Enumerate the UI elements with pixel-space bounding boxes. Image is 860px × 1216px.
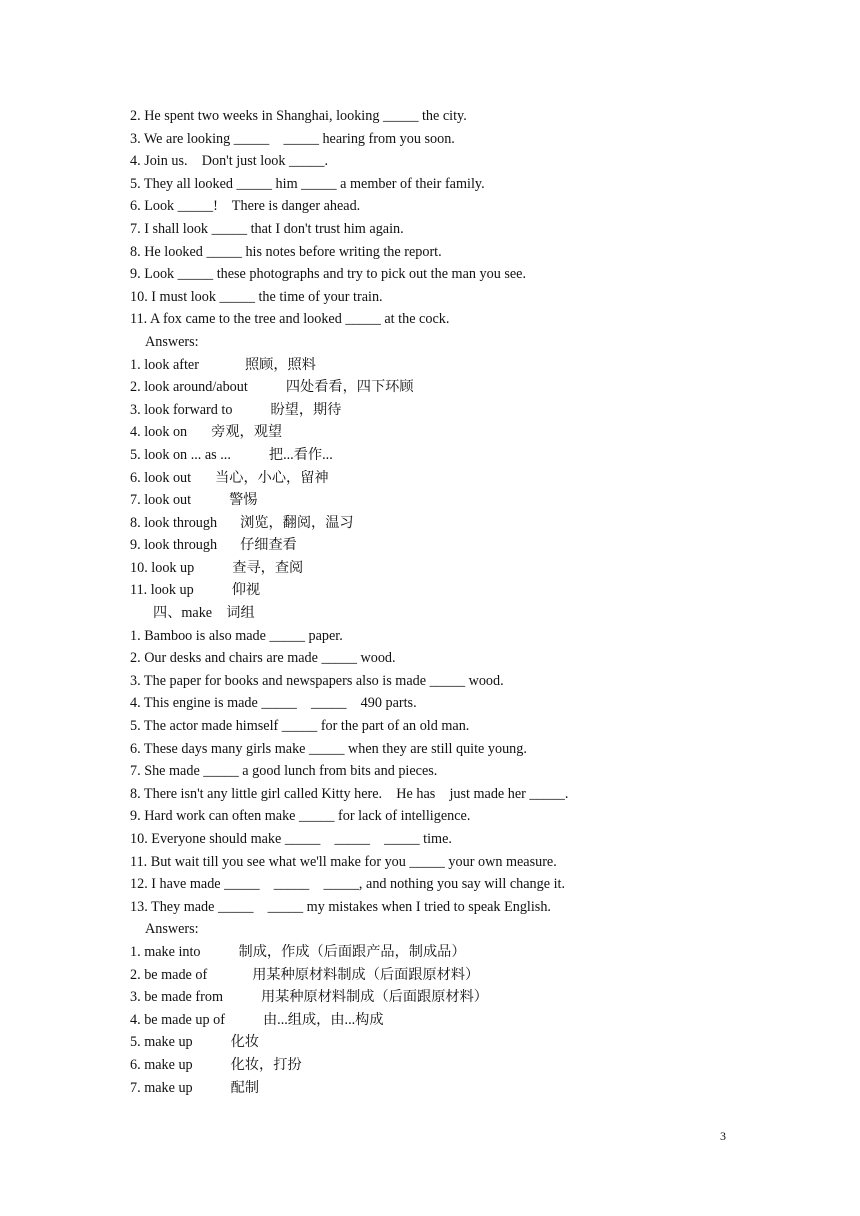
- look-exercise-item: 9. Look _____ these photographs and try to pick out the man you see.: [130, 266, 526, 283]
- make-answer-item: [130, 941, 750, 964]
- answer-term: 6. look out: [130, 469, 192, 486]
- look-answer-item: [130, 467, 750, 490]
- look-exercise-item: 3. We are looking _____ _____ hearing from you soon.: [130, 130, 455, 147]
- page-content: [130, 105, 750, 1099]
- make-exercise-item: 5. The actor made himself _____ for the part of an old man.: [130, 718, 470, 735]
- answer-term: 3. be made from: [130, 989, 223, 1006]
- look-answer-item: [130, 376, 750, 399]
- answer-meaning: 查寻，查阅: [232, 559, 304, 576]
- make-exercise-item: 10. Everyone should make _____ _____ _____ time.: [130, 831, 452, 847]
- look-answer-item: [130, 557, 750, 580]
- look-exercise-item: 11. A fox came to the tree and looked _____ at the cock.: [130, 311, 450, 328]
- make-answer-item: [130, 1009, 750, 1032]
- answer-meaning: 浏览，翻阅，温习: [240, 514, 354, 531]
- answers-label: Answers:: [145, 333, 199, 350]
- answer-meaning: 制成，作成（后面跟产品，制成品）: [238, 943, 466, 960]
- section-heading-make: 四、make 词组: [153, 605, 255, 622]
- make-exercise-item: 11. But wait till you see what we'll make for you _____ your own measure.: [130, 853, 557, 870]
- look-answer-item: [130, 512, 750, 535]
- answer-term: 7. look out: [130, 492, 192, 509]
- answer-meaning: 旁观，观望: [211, 424, 283, 441]
- answer-term: 8. look through: [130, 514, 218, 531]
- make-exercise-item: 8. There isn't any little girl called Kitty here. He has just made her _____.: [130, 785, 569, 802]
- answer-term: 7. make up: [130, 1079, 193, 1096]
- make-answer-item: [130, 1077, 750, 1100]
- make-exercise-item: 2. Our desks and chairs are made _____ wood.: [130, 650, 396, 667]
- make-exercise-item: 9. Hard work can often make _____ for lack of intelligence.: [130, 808, 471, 825]
- answer-term: 4. be made up of: [130, 1011, 225, 1028]
- answer-meaning: 仰视: [231, 582, 261, 599]
- answer-meaning: 盼望，期待: [270, 401, 342, 418]
- answer-meaning: 化妆: [230, 1034, 260, 1051]
- look-exercise-item: 7. I shall look _____ that I don't trust him again.: [130, 220, 404, 237]
- look-exercise-item: 2. He spent two weeks in Shanghai, looking _____ the city.: [130, 108, 467, 124]
- answer-term: 1. make into: [130, 943, 201, 960]
- make-exercise-item: 4. This engine is made _____ _____ 490 parts.: [130, 695, 417, 712]
- answer-meaning: 把...看作...: [268, 446, 333, 463]
- look-answer-item: [130, 399, 750, 422]
- look-answer-item: [130, 421, 750, 444]
- answer-term: 2. look around/about: [130, 379, 248, 396]
- make-exercise-item: 1. Bamboo is also made _____ paper.: [130, 627, 343, 644]
- answer-meaning: 用某种原材料制成（后面跟原材料）: [252, 966, 480, 983]
- answer-term: 2. be made of: [130, 966, 208, 983]
- make-answer-item: [130, 964, 750, 987]
- answer-term: 9. look through: [130, 537, 218, 554]
- look-exercise-item: 8. He looked _____ his notes before writing the report.: [130, 243, 442, 260]
- answer-meaning: 仔细查看: [240, 537, 297, 554]
- look-exercise-item: 10. I must look _____ the time of your train.: [130, 288, 383, 305]
- answer-meaning: 警惕: [229, 492, 258, 509]
- answer-term: 5. make up: [130, 1034, 193, 1051]
- answer-meaning: 四处看看，四下环顾: [285, 379, 414, 396]
- answer-meaning: 照顾，照料: [244, 356, 316, 373]
- make-exercise-item: 3. The paper for books and newspapers also is made _____ wood.: [130, 672, 504, 689]
- answer-meaning: 配制: [230, 1079, 260, 1096]
- look-answer-item: [130, 534, 750, 557]
- answer-meaning: 由...组成，由...构成: [262, 1011, 384, 1028]
- answer-term: 10. look up: [130, 559, 195, 576]
- page-number: 3: [720, 1129, 726, 1143]
- answer-term: 3. look forward to: [130, 401, 233, 418]
- make-answer-item: [130, 1031, 750, 1054]
- look-answer-item: [130, 579, 750, 602]
- make-exercise-item: 6. These days many girls make _____ when they are still quite young.: [130, 740, 527, 757]
- make-exercise-item: 12. I have made _____ _____ _____, and nothing you say will change it.: [130, 876, 566, 893]
- look-answer-item: [130, 444, 750, 467]
- make-answer-item: [130, 986, 750, 1009]
- answer-term: 5. look on ... as ...: [130, 446, 231, 463]
- answer-meaning: 当心，小心，留神: [215, 469, 329, 486]
- look-answer-item: [130, 489, 750, 512]
- answer-term: 6. make up: [130, 1056, 193, 1073]
- answers-label: Answers:: [145, 921, 199, 938]
- answer-meaning: 化妆，打扮: [230, 1056, 302, 1073]
- answer-term: 1. look after: [130, 356, 199, 373]
- answer-term: 4. look on: [130, 424, 188, 441]
- make-exercise-item: 7. She made _____ a good lunch from bits and pieces.: [130, 763, 438, 780]
- look-exercise-item: 5. They all looked _____ him _____ a member of their family.: [130, 175, 485, 192]
- look-answer-item: [130, 354, 750, 377]
- make-answer-item: [130, 1054, 750, 1077]
- answer-meaning: 用某种原材料制成（后面跟原材料）: [260, 989, 488, 1006]
- look-exercise-item: 4. Join us. Don't just look _____.: [130, 153, 329, 170]
- answer-term: 11. look up: [130, 582, 194, 599]
- make-exercise-item: 13. They made _____ _____ my mistakes when I tried to speak English.: [130, 898, 551, 915]
- look-exercise-item: 6. Look _____! There is danger ahead.: [130, 198, 361, 215]
